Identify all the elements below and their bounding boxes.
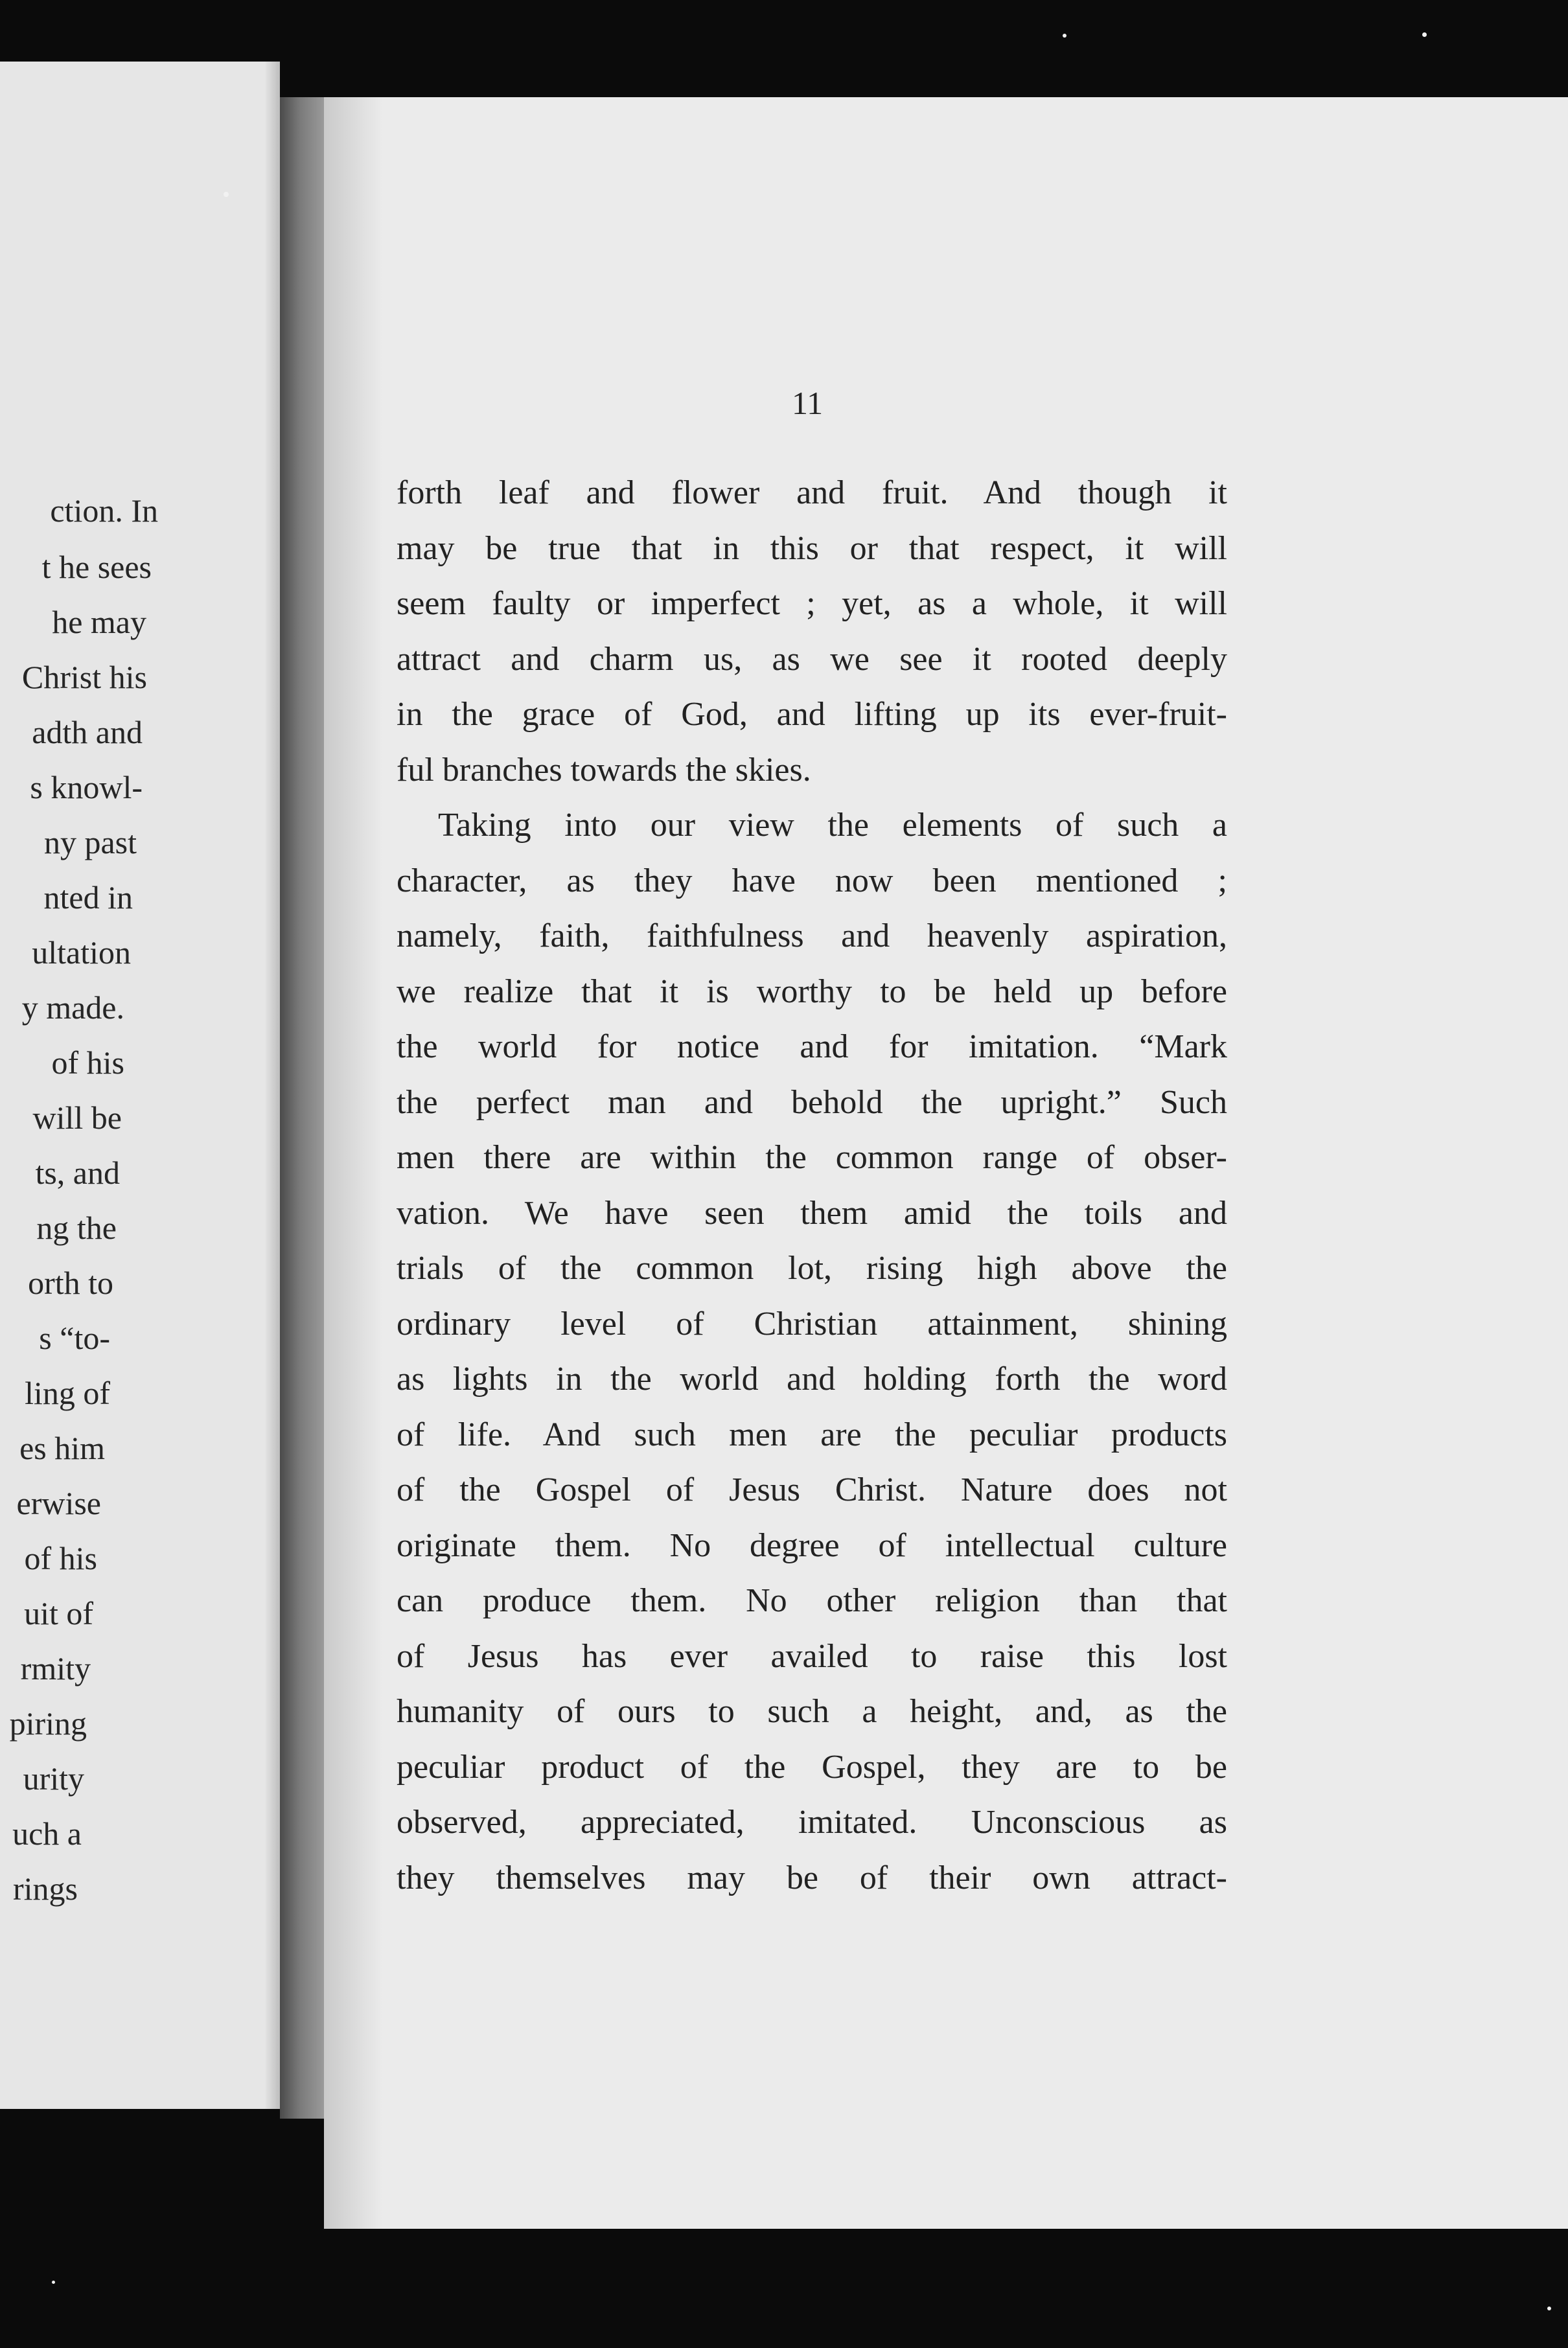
text-line: trials of the common lot, rising high above the xyxy=(397,1250,1227,1287)
page-number: 11 xyxy=(792,385,824,421)
text-line: may be true that in this or that respect, it will xyxy=(397,529,1227,567)
left-line: uch a xyxy=(12,1815,82,1852)
left-line: will be xyxy=(32,1099,122,1136)
text-line: originate them. No degree of intellectual culture xyxy=(397,1526,1227,1564)
left-line: ling of xyxy=(25,1375,110,1411)
left-line: he may xyxy=(52,604,146,640)
text-line: of Jesus has ever availed to raise this lost xyxy=(397,1637,1227,1675)
left-line: of his xyxy=(24,1540,97,1576)
paragraph-1 xyxy=(397,465,1227,798)
dust-speck xyxy=(1547,2307,1551,2310)
text-line: seem faulty or imperfect ; yet, as a whole, it will xyxy=(397,585,1227,622)
left-line: s knowl- xyxy=(30,769,143,805)
dust-speck xyxy=(1422,32,1427,37)
text-line: Taking into our view the elements of such a xyxy=(438,807,1227,844)
left-line: nted in xyxy=(43,879,133,915)
text-line: in the grace of God, and lifting up its ever-fruit- xyxy=(397,696,1227,733)
left-line: rmity xyxy=(20,1650,91,1686)
left-line: rings xyxy=(13,1870,78,1907)
text-line: peculiar product of the Gospel, they are to be xyxy=(397,1748,1227,1786)
left-page xyxy=(0,62,280,2109)
text-line: they themselves may be of their own attract- xyxy=(397,1859,1227,1896)
left-line: ng the xyxy=(36,1210,117,1246)
text-line: the perfect man and behold the upright.” Such xyxy=(397,1083,1227,1121)
text-line: attract and charm us, as we see it rooted deeply xyxy=(397,640,1227,678)
text-line: vation. We have seen them amid the toils and xyxy=(397,1194,1227,1232)
left-line: ny past xyxy=(43,824,137,860)
book-gutter xyxy=(280,97,324,2119)
left-line: adth and xyxy=(32,714,143,750)
text-line: ful branches towards the skies. xyxy=(397,751,811,788)
left-line: uit of xyxy=(24,1595,93,1631)
left-line: ts, and xyxy=(35,1155,120,1191)
left-line: orth to xyxy=(28,1265,113,1301)
text-line: ordinary level of Christian attainment, shining xyxy=(397,1305,1227,1342)
text-line: of the Gospel of Jesus Christ. Nature does not xyxy=(397,1471,1227,1508)
text-line: of life. And such men are the peculiar products xyxy=(397,1416,1227,1453)
left-line: s “to- xyxy=(39,1320,110,1356)
left-line: y made. xyxy=(21,989,124,1026)
page-shade xyxy=(324,97,382,2229)
paragraph-2 xyxy=(397,798,1227,1905)
text-line: observed, appreciated, imitated. Unconscious as xyxy=(397,1804,1227,1841)
left-line: erwise xyxy=(16,1485,101,1521)
text-line: can produce them. No other religion than that xyxy=(397,1582,1227,1619)
text-line: namely, faith, faithfulness and heavenly aspiration, xyxy=(397,917,1227,954)
text-line: as lights in the world and holding forth the word xyxy=(397,1361,1227,1398)
text-line: forth leaf and flower and fruit. And though it xyxy=(397,474,1227,511)
left-line: ultation xyxy=(32,934,131,971)
left-line: Christ his xyxy=(21,659,147,695)
dust-speck xyxy=(52,2281,55,2284)
text-line: we realize that it is worthy to be held up before xyxy=(397,973,1227,1010)
dust-speck xyxy=(224,192,229,197)
left-line: piring xyxy=(9,1705,87,1742)
text-line: men there are within the common range of obser- xyxy=(397,1139,1227,1176)
text-line: humanity of ours to such a height, and, as the xyxy=(397,1693,1227,1730)
left-line: urity xyxy=(23,1760,84,1797)
left-page-edge xyxy=(264,62,280,2109)
left-line: t he sees xyxy=(41,549,152,585)
left-line: es him xyxy=(19,1430,105,1466)
text-line: the world for notice and for imitation. “Mark xyxy=(397,1028,1227,1065)
left-line: of his xyxy=(51,1044,124,1081)
left-line: ction. In xyxy=(50,492,158,529)
body-text xyxy=(397,465,1227,1905)
text-line: character, as they have now been mentioned ; xyxy=(397,862,1227,899)
dust-speck xyxy=(1063,34,1066,38)
